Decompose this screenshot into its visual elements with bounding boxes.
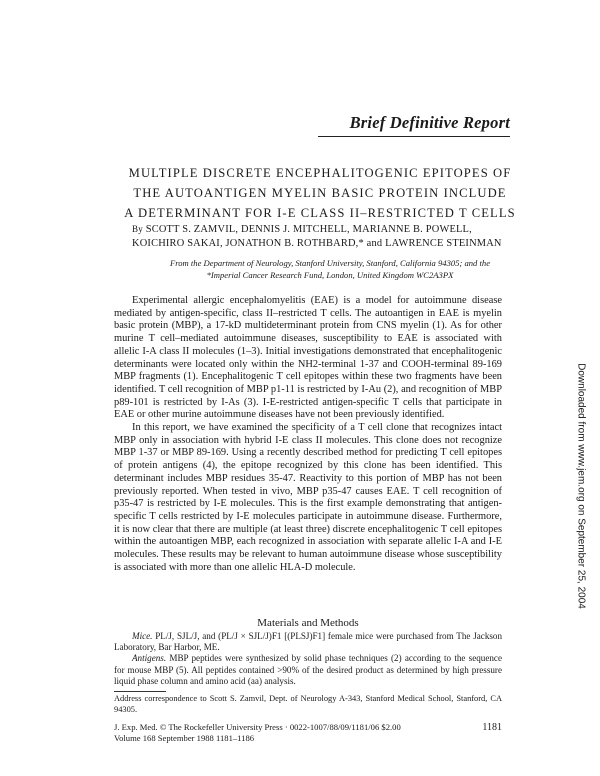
title-line: MULTIPLE DISCRETE ENCEPHALITOGENIC EPITOPES OF (128, 166, 512, 180)
header-rule (318, 136, 510, 137)
title-line: THE AUTOANTIGEN MYELIN BASIC PROTEIN INCLUDE (133, 186, 507, 200)
affiliation (150, 257, 510, 281)
subheading: Antigens. (132, 653, 167, 664)
article-title (100, 163, 540, 223)
methods-text (114, 631, 502, 687)
affiliation-line: *Imperial Cancer Research Fund, London, United Kingdom WC2A3PX (206, 270, 454, 280)
author-line: SCOTT S. ZAMVIL, DENNIS J. MITCHELL, MARIANNE B. POWELL, (145, 224, 472, 235)
download-watermark: Downloaded from www.jem.org on September 25, 2004 (575, 363, 587, 609)
journal-footer (114, 722, 502, 744)
abstract-paragraph: In this report, we have examined the specificity of a T cell clone that recognizes intact MBP only in association with hybrid I-E class II molecules. This clone does not recognize MBP 1-37 or MBP 89-169. Using a recently described method for predicting T cell epitopes of protein antigens (4), the epitope recognized by this clone has been identified. This determinant includes MBP residues 35-47. Reactivity to this portion of MBP has not been previously reported. When tested in vivo, MBP p35-47 causes EAE. T cell recognition of p35-47 is restricted by I-E molecules. This is the first example demonstrating that antigen-specific T cells restricted by I-E molecules participate in autoimmune disease. Furthermore, it is now clear that there are multiple (at least three) discrete encephalitogenic T cell epitopes within the autoantigen MBP, each recognized in association with separate allelic I-A and I-E molecules. These results may be relevant to human autoimmune disease whose susceptibility is associated with more than one allelic HLA-D molecule. (114, 422, 502, 573)
section-heading: Materials and Methods (257, 617, 359, 629)
volume-info: Volume 168 September 1988 1181–1186 (114, 733, 255, 743)
abstract-text (114, 295, 502, 574)
title-line: A DETERMINANT FOR I-E CLASS II–RESTRICTED T CELLS (124, 206, 516, 220)
methods-paragraph (114, 631, 502, 653)
report-type-label: Brief Definitive Report (349, 113, 510, 132)
methods-body: PL/J, SJL/J, and (PL/J × SJL/J)F1 [(PLSJ)F1] female mice were purchased from The Jackson Laboratory, Bar Harbor, ME. (114, 631, 502, 653)
by-label: By (132, 224, 143, 234)
correspondence-footnote: Address correspondence to Scott S. Zamvil, Dept. of Neurology A-343, Stanford Medical School, Stanford, CA 94305. (114, 694, 502, 714)
methods-body: MBP peptides were synthesized by solid phase techniques (2) according to the sequence for mouse MBP (5). All peptides contained >90% of the desired product as determined by high pressure liquid phase column and amino acid (aa) analysis. (114, 653, 503, 686)
affiliation-line: From the Department of Neurology, Stanford University, Stanford, California 94305; and the (169, 258, 491, 268)
methods-paragraph (114, 653, 502, 687)
footnote-rule (114, 691, 166, 692)
subheading: Mice. (132, 631, 153, 641)
page-number: 1181 (482, 722, 502, 733)
abstract-paragraph: Experimental allergic encephalomyelitis (EAE) is a model for autoimmune disease mediated by antigen-specific, class II–restricted T cells. The autoantigen in EAE is myelin basic protein (MBP), a 17-kD multideterminant protein from CNS myelin (1). As for other murine T cell–mediated autoimmune diseases, susceptibility to EAE is associated with allelic I-A class II molecules (1–3). Initial investigations demonstrated that encephalitogenic determinants were located only within the NH2-terminal 1-37 and COOH-terminal 89-169 MBP fragments (1). Encephalitogenic T cell epitopes within these two fragments have been identified. T cell recognition of MBP p1-11 is restricted by I-Au (2), and recognition of MBP p89-101 is restricted by I-As (3). I-E-restricted antigen-specific T cells that participate in EAE or other murine autoimmune diseases have not been previously identified. (114, 295, 502, 421)
journal-citation: J. Exp. Med. © The Rockefeller University Press · 0022-1007/88/09/1181/06 $2.00 (114, 722, 401, 732)
author-list (132, 222, 532, 251)
author-line: KOICHIRO SAKAI, JONATHON B. ROTHBARD,* and LAWRENCE STEINMAN (132, 238, 502, 249)
